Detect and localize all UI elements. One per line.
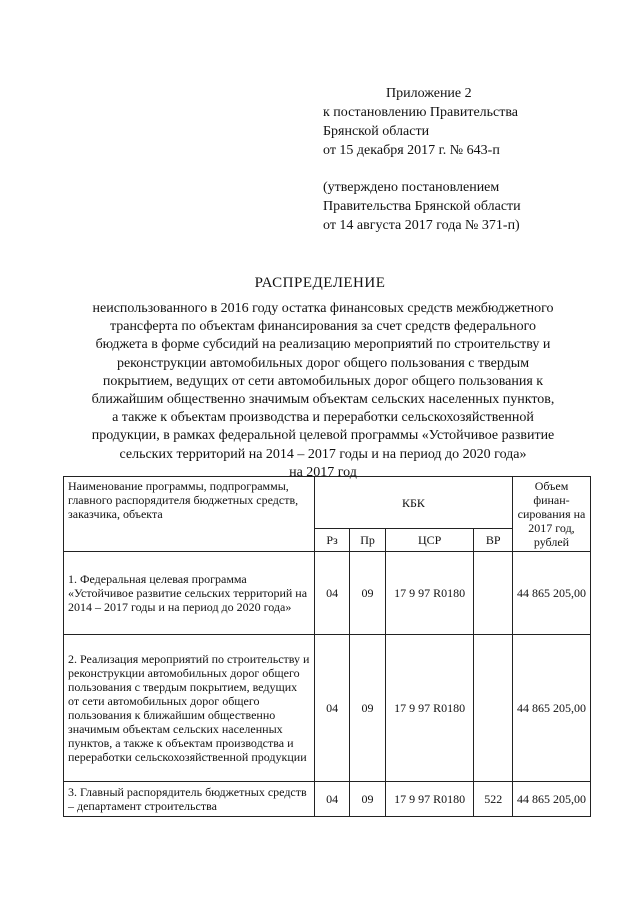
distribution-table [63,476,591,817]
row-sum-cell: 44 865 205,00 [513,782,591,817]
table-row [64,782,591,817]
row-name-cell: 2. Реализация мероприятий по строительству и реконструкции автомобильных дорог общего пользования с твердым покрытием, ведущих от сети автомобильных дорог общего пользования к ближайшим общественно значимым объектам сельских населенных пунктов, а также к объектам производства и переработки сельскохозяйственной продукции [64,635,315,782]
row-rz-cell: 04 [314,782,349,817]
subtitle-line: неиспользованного в 2016 году остатка финансовых средств межбюджетного [92,301,554,316]
appendix-block [323,84,623,235]
appendix-date-line: от 15 декабря 2017 г. № 643-п [323,143,500,158]
header-rz-cell: Рз [314,529,349,552]
subtitle-line: трансферта по объектам финансирования за счет средств федерального [109,319,537,335]
table-row [64,635,591,782]
subtitle-line: сельских территорий на 2014 – 2017 годы и на период до 2020 года» [119,446,527,462]
row-name-cell: 1. Федеральная целевая программа «Устойчивое развитие сельских территорий на 2014 – 2017 годы и на период до 2020 года» [64,552,315,635]
row-vr-cell: 522 [474,782,513,817]
row-csr-cell: 17 9 97 R0180 [385,635,474,782]
document-subtitle [58,300,588,482]
subtitle-line: на 2017 год [289,464,357,480]
approved-line: от 14 августа 2017 года № 371-п) [323,218,520,233]
row-vr-cell [474,552,513,635]
row-pr-cell: 09 [350,552,386,635]
header-sum-cell: Объем финан-сирования на 2017 год, рублей [513,477,591,552]
table-row [64,552,591,635]
subtitle-line: бюджета в форме субсидий на реализацию мероприятий по строительству и [95,337,551,353]
header-kbk-cell: КБК [314,477,512,529]
document-title: РАСПРЕДЕЛЕНИЕ [254,275,386,291]
header-name-cell: Наименование программы, подпрограммы, главного распорядителя бюджетных средств, заказчика, объекта [64,477,315,552]
subtitle-line: реконструкции автомобильных дорог общего пользования с твердым [116,355,530,371]
header-csr-cell: ЦСР [385,529,474,552]
row-pr-cell: 09 [350,635,386,782]
appendix-line: к постановлению Правительства [323,105,519,120]
subtitle-line: покрытием, ведущих от сети автомобильных дорог общего пользования к [102,373,544,389]
header-vr-cell: ВР [474,529,513,552]
approved-line: Правительства Брянской области [323,199,521,214]
row-name-cell: 3. Главный распорядитель бюджетных средств – департамент строительства [64,782,315,817]
table-header-row [64,477,591,529]
row-rz-cell: 04 [314,635,349,782]
appendix-gap [323,160,623,178]
row-sum-cell: 44 865 205,00 [513,635,591,782]
appendix-heading: Приложение 2 [386,86,472,101]
appendix-line: Брянской области [323,124,430,139]
row-csr-cell: 17 9 97 R0180 [385,552,474,635]
row-pr-cell: 09 [350,782,386,817]
subtitle-line: ближайшим общественно значимым объектам сельских населенных пунктов, [91,392,555,408]
row-rz-cell: 04 [314,552,349,635]
header-pr-cell: Пр [350,529,386,552]
row-sum-cell: 44 865 205,00 [513,552,591,635]
approved-line: (утверждено постановлением [323,180,500,195]
subtitle-line: продукции, в рамках федеральной целевой программы «Устойчивое развитие [91,428,555,444]
subtitle-line: а также к объектам производства и переработки сельскохозяйственной [112,410,534,426]
row-csr-cell: 17 9 97 R0180 [385,782,474,817]
row-vr-cell [474,635,513,782]
